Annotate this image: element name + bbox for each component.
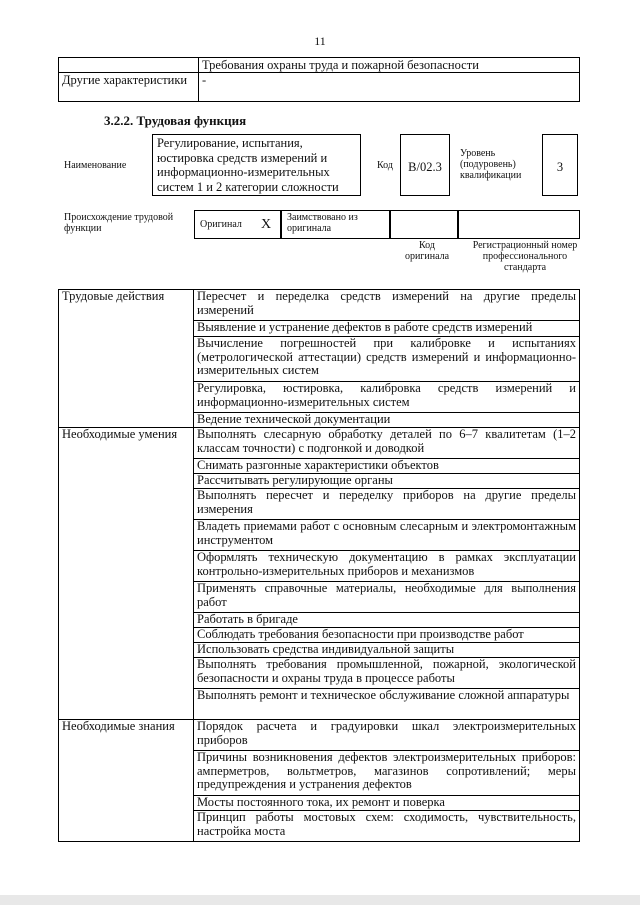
- top-table: [58, 57, 580, 102]
- table-row: [59, 428, 580, 459]
- table-cell: Вычисление погрешностей при калибровке и испытаниях (метрологической аттестации) средств измерений и информационно-измерительных систем: [194, 337, 580, 382]
- table-cell: Рассчитывать регулирующие органы: [194, 474, 580, 489]
- table-cell: Причины возникновения дефектов электроизмерительных приборов: амперметров, вольтметров, магазинов сопротивлений; меры предупреждения и устранения дефектов: [194, 751, 580, 796]
- table-cell: Снимать разгонные характеристики объектов: [194, 459, 580, 474]
- borrowed-box: Заимствовано из оригинала: [281, 210, 390, 239]
- level-box: 3: [542, 134, 578, 196]
- table-cell: Применять справочные материалы, необходимые для выполнения работ: [194, 582, 580, 613]
- table-cell: Принцип работы мостовых схем: сходимость, чувствительность, настройка моста: [194, 811, 580, 842]
- scan-bottom-edge: [0, 895, 640, 905]
- table-cell: Регулировка, юстировка, калибровка средств измерений и информационно-измерительных систем: [194, 382, 580, 413]
- table-cell: Порядок расчета и градуировки шкал электроизмерительных приборов: [194, 720, 580, 751]
- table-cell: Ведение технической документации: [194, 413, 580, 428]
- registration-number-box: [458, 210, 580, 239]
- table-cell: Пересчет и переделка средств измерений на другие пределы измерений: [194, 290, 580, 321]
- original-box: [194, 210, 281, 239]
- page-number: 11: [314, 34, 326, 48]
- table-cell: Оформлять техническую документацию в рамках эксплуатации контрольно-измерительных приборов и механизмов: [194, 551, 580, 582]
- table-row: [59, 290, 580, 321]
- requirement-cell: Требования охраны труда и пожарной безопасности: [199, 58, 580, 73]
- origin-label: Происхождение трудовой функции: [64, 212, 174, 234]
- table-cell: Соблюдать требования безопасности при производстве работ: [194, 628, 580, 643]
- category-labor-actions: Трудовые действия: [59, 290, 194, 428]
- category-required-skills: Необходимые умения: [59, 428, 194, 720]
- main-table: [58, 289, 580, 842]
- registration-caption: Регистрационный номер профессионального стандарта: [472, 240, 578, 273]
- category-required-knowledge: Необходимые знания: [59, 720, 194, 842]
- function-name-box: Регулирование, испытания, юстировка средств измерений и информационно-измерительных систем 1 и 2 категории сложности: [152, 134, 361, 196]
- table-row: [59, 720, 580, 751]
- table-cell: Владеть приемами работ с основным слесарным и электромонтажным инструментом: [194, 520, 580, 551]
- original-code-box: [390, 210, 458, 239]
- name-label: Наименование: [64, 160, 127, 171]
- original-label: Оригинал: [200, 219, 242, 230]
- table-cell: Выполнять ремонт и техническое обслуживание сложной аппаратуры: [194, 689, 580, 720]
- table-cell: Выполнять требования промышленной, пожарной, экологической безопасности и охраны труда в процессе работы: [194, 658, 580, 689]
- table-cell: Использовать средства индивидуальной защиты: [194, 643, 580, 658]
- table-cell: Мосты постоянного тока, их ремонт и поверка: [194, 796, 580, 811]
- table-cell: Выявление и устранение дефектов в работе средств измерений: [194, 321, 580, 337]
- original-mark: X: [261, 217, 272, 232]
- table-cell: Выполнять слесарную обработку деталей по 6–7 квалитетам (1–2 классам точности) с подгонкой и доводкой: [194, 428, 580, 459]
- code-box: B/02.3: [400, 134, 450, 196]
- table-cell: Работать в бригаде: [194, 613, 580, 628]
- code-caption: Код оригинала: [404, 240, 450, 262]
- section-title: 3.2.2. Трудовая функция: [104, 113, 247, 128]
- other-characteristics-value: -: [199, 73, 580, 102]
- level-label: Уровень (подуровень) квалификации: [460, 148, 522, 181]
- other-characteristics-label: Другие характеристики: [59, 73, 199, 102]
- table-cell: Выполнять пересчет и переделку приборов на другие пределы измерения: [194, 489, 580, 520]
- code-label: Код: [377, 160, 393, 171]
